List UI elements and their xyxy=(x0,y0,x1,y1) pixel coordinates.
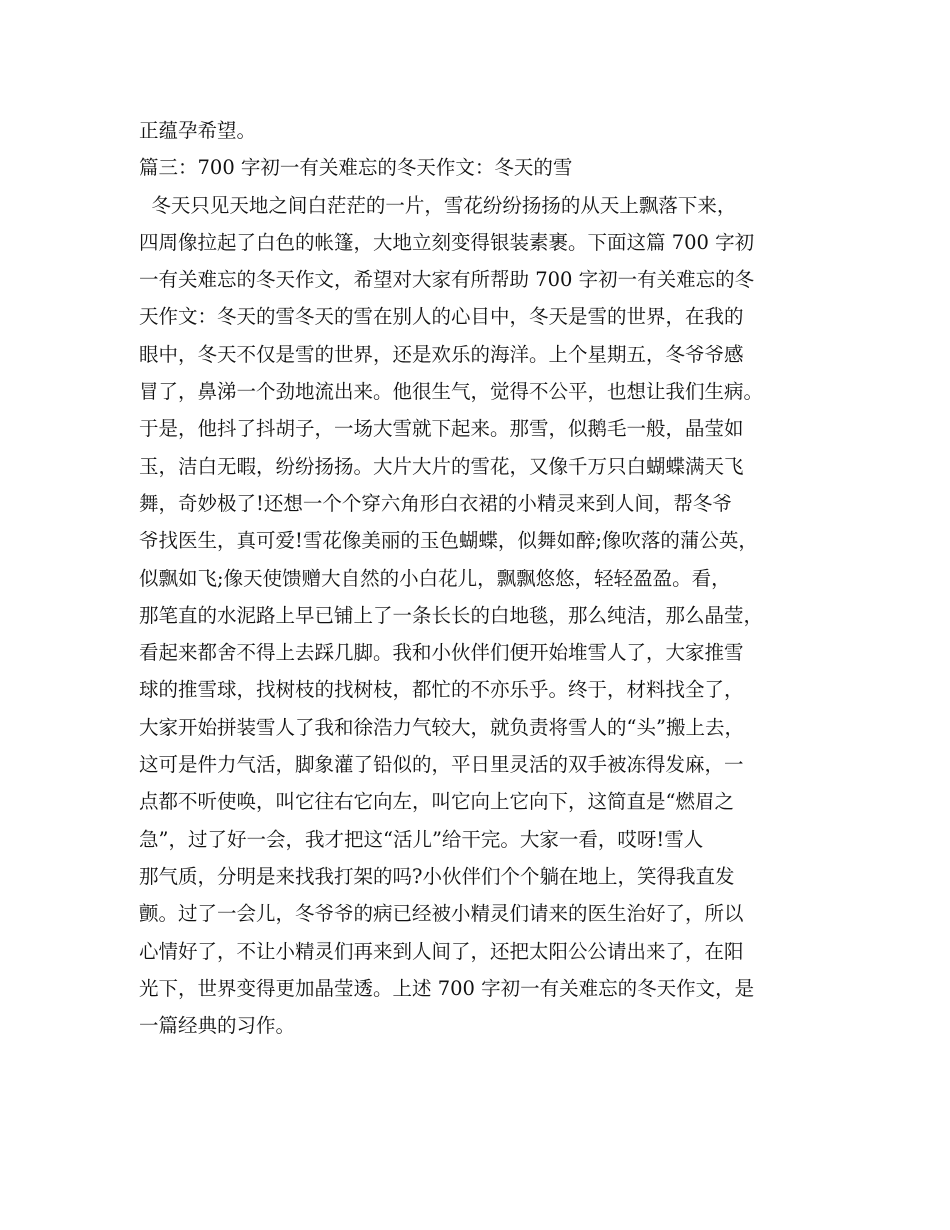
text-line: 冬天只见天地之间白茫茫的一片，雪花纷纷扬扬的从天上飘落下来， xyxy=(139,193,737,217)
text-line: 冒了，鼻涕一个劲地流出来。他很生气，觉得不公平，也想让我们生病。 xyxy=(139,380,764,404)
text-line: 光下，世界变得更加晶莹透。上述 700 字初一有关难忘的冬天作文，是 xyxy=(139,976,755,1000)
text-line: 那笔直的水泥路上早已铺上了一条长长的白地毯，那么纯洁，那么晶莹， xyxy=(139,603,764,627)
text-line: 四周像拉起了白色的帐篷，大地立刻变得银装素裹。下面这篇 700 字初 xyxy=(139,230,755,254)
document-body xyxy=(139,112,829,1044)
text-line: 于是，他抖了抖胡子，一场大雪就下起来。那雪，似鹅毛一般，晶莹如 xyxy=(139,417,744,441)
text-line: 球的推雪球，找树枝的找树枝，都忙的不亦乐乎。终于，材料找全了， xyxy=(139,678,744,702)
text-line: 大家开始拼装雪人了我和徐浩力气较大，就负责将雪人的“头”搬上去， xyxy=(139,715,744,739)
text-line: 点都不听使唤，叫它往右它向左，叫它向上它向下，这简直是“燃眉之 xyxy=(139,790,734,814)
text-line: 舞，奇妙极了!还想一个个穿六角形白衣裙的小精灵来到人间，帮冬爷 xyxy=(139,491,732,515)
text-line: 那气质，分明是来找我打架的吗?小伙伴们个个躺在地上，笑得我直发 xyxy=(139,864,735,888)
text-line: 颤。过了一会儿，冬爷爷的病已经被小精灵们请来的医生治好了，所以 xyxy=(139,902,744,926)
text-line: 看起来都舍不得上去踩几脚。我和小伙伴们便开始堆雪人了，大家推雪 xyxy=(139,641,744,665)
text-line: 急”，过了好一会，我才把这“活儿”给干完。大家一看，哎呀!雪人 xyxy=(139,827,704,851)
text-line: 正蕴孕希望。 xyxy=(139,119,257,142)
text-line: 眼中，冬天不仅是雪的世界，还是欢乐的海洋。上个星期五，冬爷爷感 xyxy=(139,342,744,366)
text-line: 爷找医生，真可爱!雪花像美丽的玉色蝴蝶，似舞如醉;像吹落的蒲公英， xyxy=(139,529,758,553)
text-line: 一篇经典的习作。 xyxy=(139,1014,296,1038)
text-line: 似飘如飞;像天使馈赠大自然的小白花儿，飘飘悠悠，轻轻盈盈。看， xyxy=(139,566,731,590)
text-line: 一有关难忘的冬天作文，希望对大家有所帮助 700 字初一有关难忘的冬 xyxy=(139,268,755,292)
text-line: 天作文：冬天的雪冬天的雪在别人的心目中，冬天是雪的世界，在我的 xyxy=(139,305,744,329)
text-line: 心情好了，不让小精灵们再来到人间了，还把太阳公公请出来了，在阳 xyxy=(139,939,744,963)
text-line: 这可是件力气活，脚象灌了铅似的，平日里灵活的双手被冻得发麻，一 xyxy=(139,753,744,777)
text-line: 玉，洁白无暇，纷纷扬扬。大片大片的雪花，又像千万只白蝴蝶满天飞 xyxy=(139,454,744,478)
section-heading: 篇三：700 字初一有关难忘的冬天作文：冬天的雪 xyxy=(139,156,573,180)
